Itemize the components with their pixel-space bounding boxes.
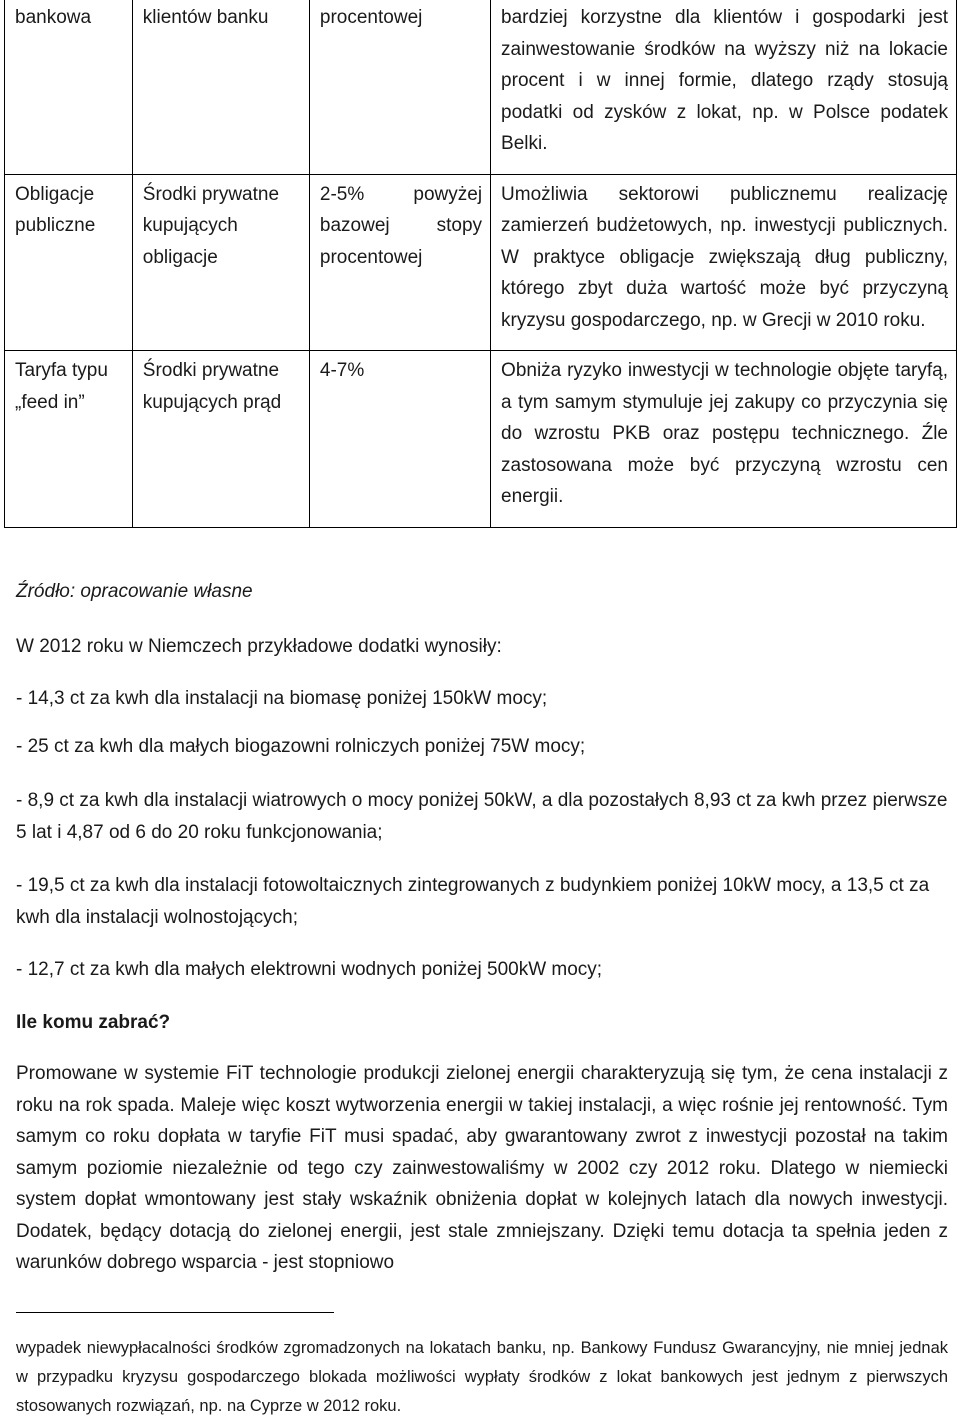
table-row — [5, 351, 957, 528]
intro-paragraph: W 2012 roku w Niemczech przykładowe dodatki wynosiły: — [16, 636, 502, 657]
table-source-caption: Źródło: opracowanie własne — [16, 581, 253, 602]
list-item: - 8,9 ct za kwh dla instalacji wiatrowych o mocy poniżej 50kW, a dla pozostałych 8,93 ct za kwh przez pierwsze 5 lat i 4,87 od 6 do 20 roku funkcjonowania; — [16, 790, 948, 843]
list-item: - 19,5 ct za kwh dla instalacji fotowoltaicznych zintegrowanych z budynkiem poniżej 10kW mocy, a 13,5 ct za kwh dla instalacji wolnostojących; — [16, 875, 930, 928]
table-cell: Umożliwia sektorowi publicznemu realizację zamierzeń budżetowych, np. inwestycji publicznych. W praktyce obligacje zwiększają dług publiczny, którego zbyt duża wartość może być przyczyną kryzysu gospodarczego, np. w Grecji w 2010 roku. — [491, 174, 957, 351]
table-cell: Środki prywatne kupujących prąd — [132, 351, 309, 528]
table-cell: Taryfa typu „feed in” — [5, 351, 133, 528]
table-cell: Obligacje publiczne — [5, 174, 133, 351]
footnote-divider — [16, 1312, 334, 1313]
table-cell: procentowej — [309, 0, 490, 174]
table-cell: bardziej korzystne dla klientów i gospodarki jest zainwestowanie środków na wyższy niż na lokacie procent i w innej formie, dlatego rządy stosują podatki od zysków z lokat, np. w Polsce podatek Belki. — [491, 0, 957, 174]
table-row — [5, 0, 957, 174]
table-cell: 2-5% powyżej bazowej stopy procentowej — [309, 174, 490, 351]
table-cell: bankowa — [5, 0, 133, 174]
table-cell: Środki prywatne kupujących obligacje — [132, 174, 309, 351]
footnote-text: wypadek niewypłacalności środków zgromadzonych na lokatach banku, np. Bankowy Fundusz Gwarancyjny, nie mniej jednak w przypadku kryzysu gospodarczego blokada możliwości wypłaty środków z lokat bankowych jest jednym z pierwszych stosowanych rozwiązań, np. na Cyprze w 2012 roku. — [16, 1339, 948, 1415]
section-heading: Ile komu zabrać? — [16, 1012, 171, 1033]
body-paragraph: Promowane w systemie FiT technologie produkcji zielonej energii charakteryzują się tym, że cena instalacji z roku na rok spada. Maleje więc koszt wytworzenia energii w takiej instalacji, a więc rośnie jej rentowność. Tym samym co roku dopłata w taryfie FiT musi spadać, aby gwarantowany zwrot z inwestycji pozostał na takim samym poziomie niezależnie od tego czy zainwestowaliśmy w 2002 czy 2012 roku. Dlatego w niemiecki system dopłat wmontowany jest stały wskaźnik obniżenia dopłat w kolejnych latach dla nowych inwestycji. Dodatek, będący dotacją do zielonej energii, jest stale zmniejszany. Dzięki temu dotacja ta spełnia jeden z warunków dobrego wsparcia - jest stopniowo — [16, 1063, 948, 1273]
list-item: - 12,7 ct za kwh dla małych elektrowni wodnych poniżej 500kW mocy; — [16, 959, 603, 980]
list-item: - 14,3 ct za kwh dla instalacji na biomasę poniżej 150kW mocy; — [16, 688, 548, 709]
table-row — [5, 174, 957, 351]
table-cell: Obniża ryzyko inwestycji w technologie objęte taryfą, a tym samym stymuluje jej zakupy co przyczynia się do wzrostu PKB oraz postępu technicznego. Źle zastosowana może być przyczyną wzrostu cen energii. — [491, 351, 957, 528]
list-item: - 25 ct za kwh dla małych biogazowni rolniczych poniżej 75W mocy; — [16, 736, 586, 757]
table-cell: klientów banku — [132, 0, 309, 174]
comparison-table — [4, 0, 957, 528]
table-cell: 4-7% — [309, 351, 490, 528]
